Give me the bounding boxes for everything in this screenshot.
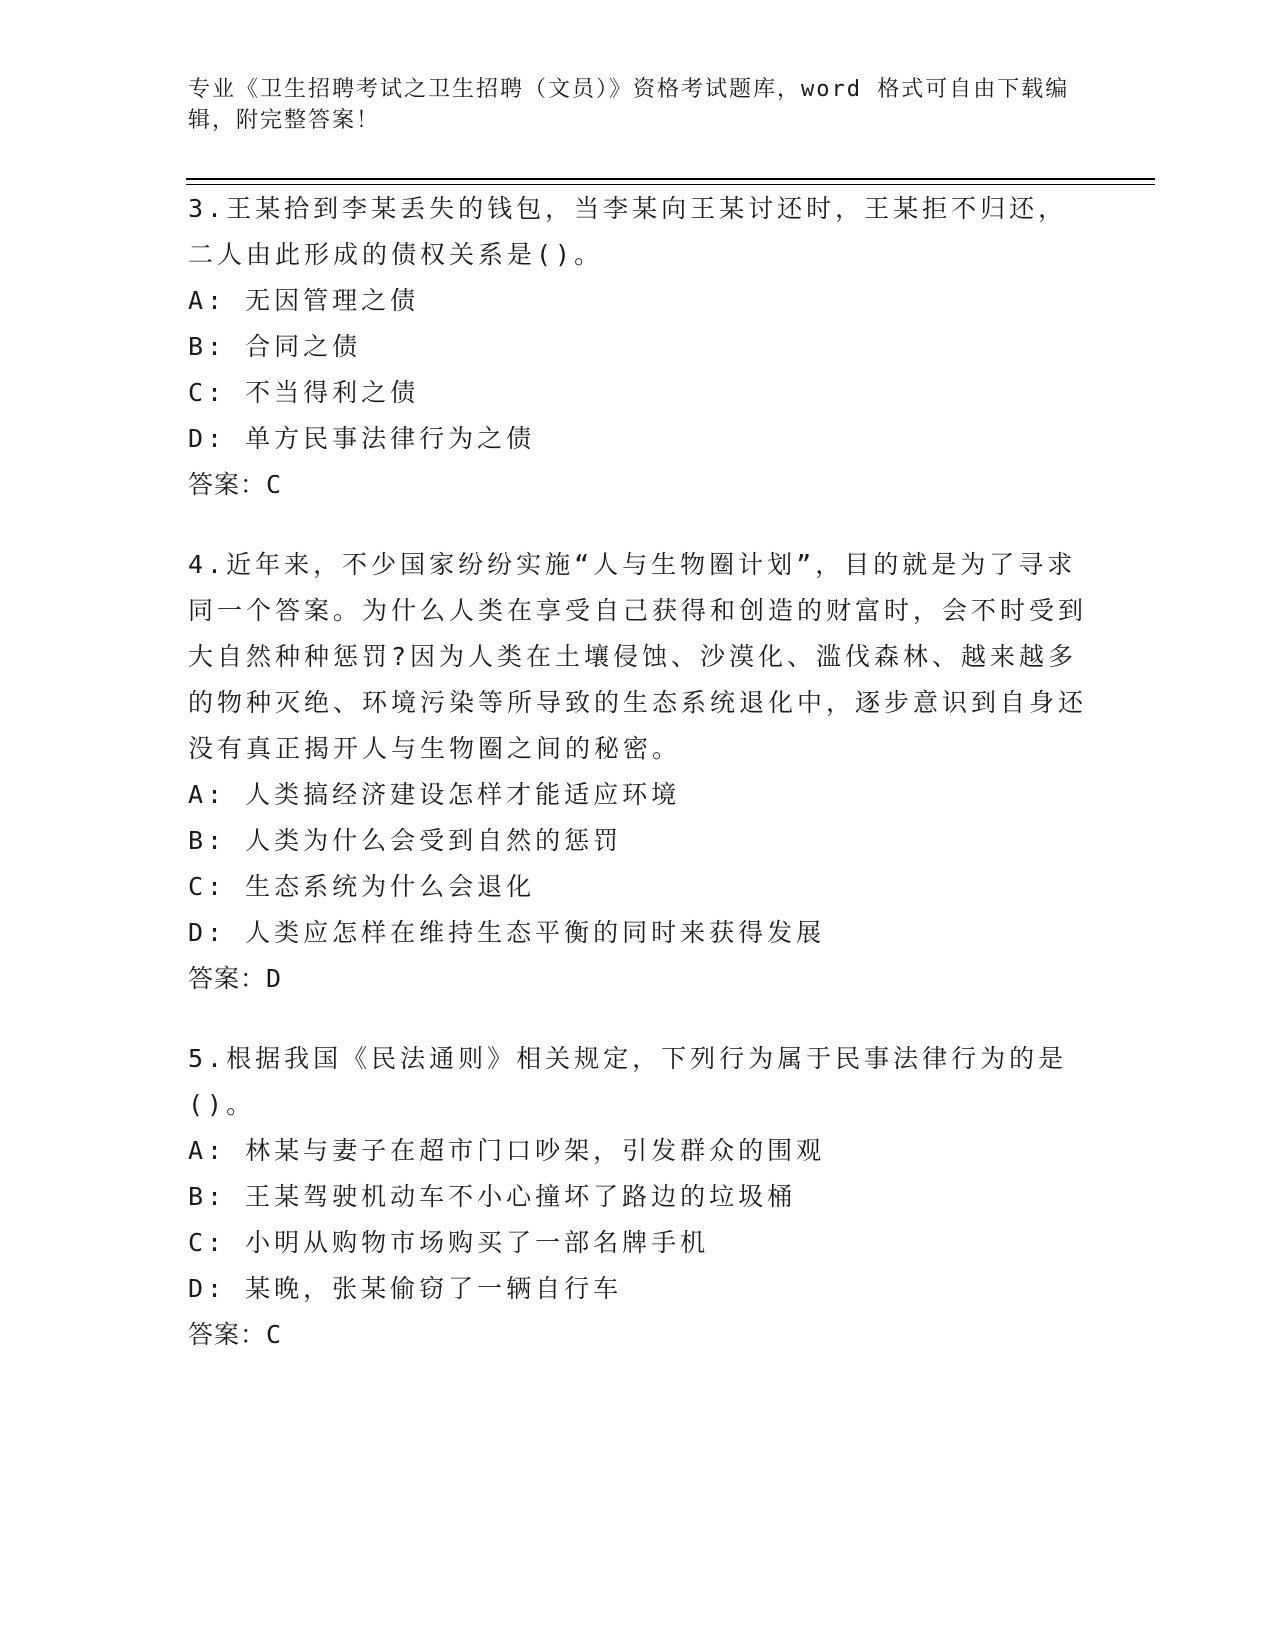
answer-value: C [266,1320,283,1349]
option-d: D: 人类应怎样在维持生态平衡的同时来获得发展 [188,918,826,947]
question-5 [188,1036,1088,1358]
header-divider-thin [186,184,1155,185]
answer-label: 答案： [188,470,267,499]
option-d: D: 某晚，张某偷窃了一辆自行车 [188,1274,623,1303]
option-b: B: 合同之债 [188,332,362,361]
question-stem: 4.近年来，不少国家纷纷实施“人与生物圈计划”，目的就是为了寻求同一个答案。为什么人类在享受自己获得和创造的财富时，会不时受到大自然种种惩罚?因为人类在土壤侵蚀、沙漠化、滥伐森林、越来越多的物种灭绝、环境污染等所导致的生态系统退化中，逐步意识到自身还没有真正揭开人与生物圈之间的秘密。 [188,550,1088,763]
answer-label: 答案： [188,1320,267,1349]
option-a: A: 无因管理之债 [188,286,420,315]
question-4 [188,542,1088,1002]
option-c: C: 生态系统为什么会退化 [188,872,536,901]
option-a: A: 林某与妻子在超市门口吵架，引发群众的围观 [188,1136,826,1165]
option-b: B: 王某驾驶机动车不小心撞坏了路边的垃圾桶 [188,1182,797,1211]
answer-line [188,1312,1088,1358]
option-c: C: 小明从购物市场购买了一部名牌手机 [188,1228,710,1257]
answer-line [188,462,1088,508]
option-a: A: 人类搞经济建设怎样才能适应环境 [188,780,681,809]
option-b: B: 人类为什么会受到自然的惩罚 [188,826,623,855]
option-c: C: 不当得利之债 [188,378,420,407]
header-divider-thick [186,178,1155,180]
answer-label: 答案： [188,964,267,993]
question-3 [188,186,1088,508]
question-stem: 5.根据我国《民法通则》相关规定，下列行为属于民事法律行为的是()。 [188,1044,1068,1119]
answer-line [188,956,1088,1002]
option-d: D: 单方民事法律行为之债 [188,424,536,453]
document-header: 专业《卫生招聘考试之卫生招聘（文员）》资格考试题库，word 格式可自由下载编辑，附完整答案！ [188,77,1070,133]
answer-value: D [266,964,283,993]
answer-value: C [266,470,283,499]
question-stem: 3.王某拾到李某丢失的钱包，当李某向王某讨还时，王某拒不归还，二人由此形成的债权关系是()。 [188,194,1068,269]
